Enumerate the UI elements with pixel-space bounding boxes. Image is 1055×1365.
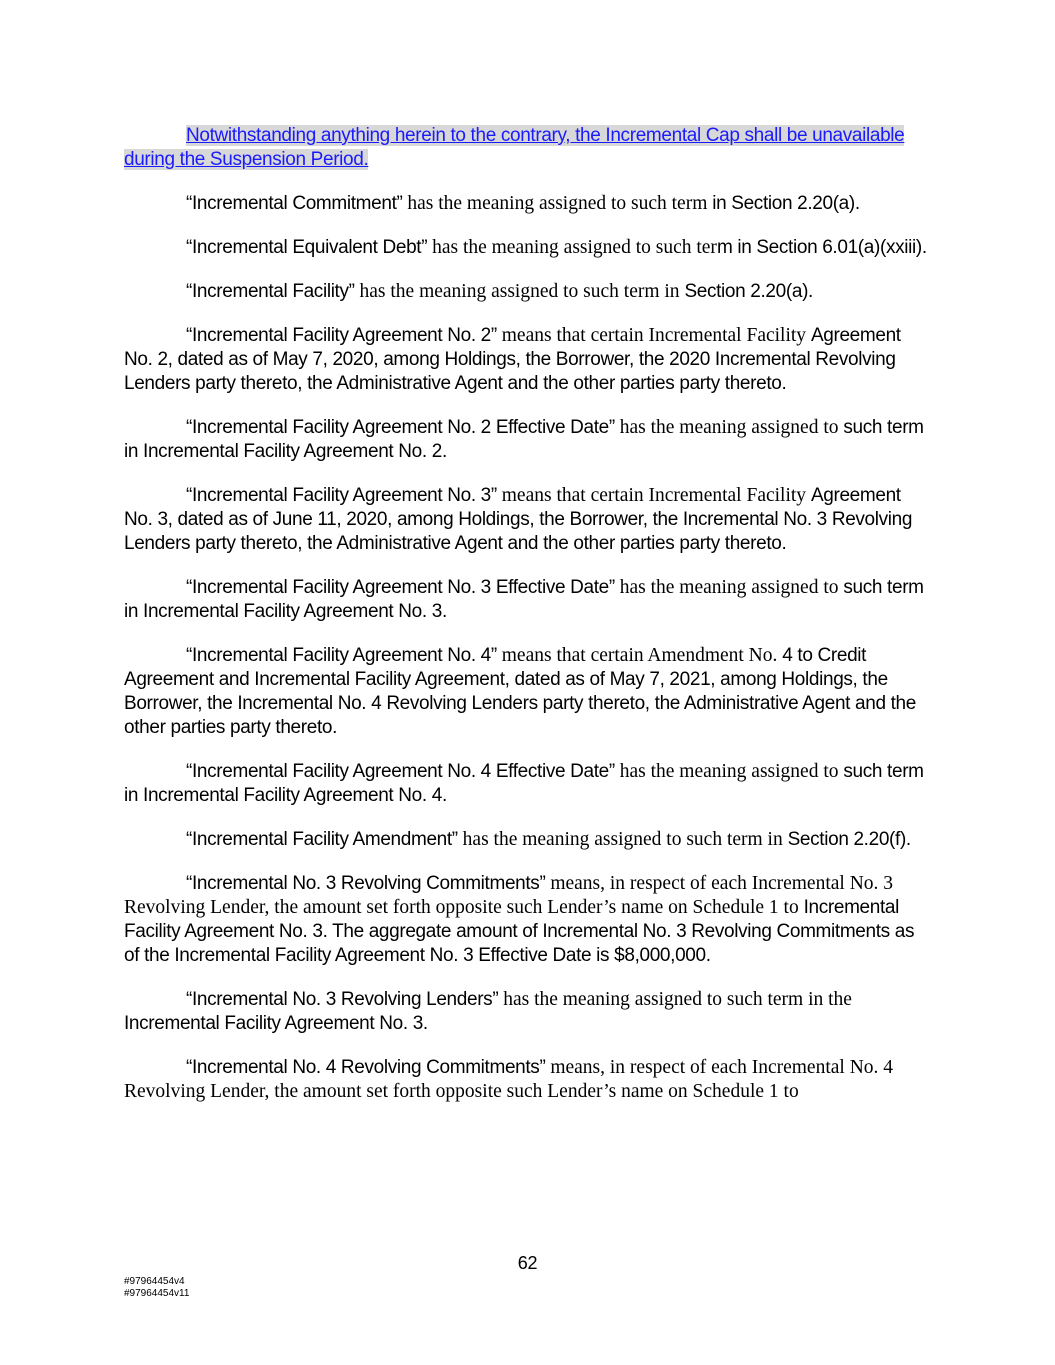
defined-term: “Incremental Facility Agreement No. 3 Effective Date”: [186, 577, 615, 598]
definition-paragraph: [124, 324, 934, 396]
defined-term: “Incremental No. 3 Revolving Commitments”: [186, 873, 546, 894]
definition-paragraph: [124, 416, 934, 464]
definition-text: has the meaning assigned to: [614, 417, 844, 438]
document-ids: [124, 1276, 189, 1300]
definition-text: has the meaning assigned to such term in: [354, 281, 685, 302]
defined-term: “Incremental Facility Agreement No. 2”: [186, 325, 497, 346]
definition-text: has the meaning assigned to such term in the: [498, 989, 852, 1010]
definition-text: Agreement No. 2, dated as of May 7, 2020, among Holdings, the Borrower, the 2020 Incremental Revolving Lenders party thereto, the Administrative Agent and the other parties party thereto.: [124, 325, 901, 394]
definition-text: such term in Incremental Facility Agreement No. 4.: [124, 761, 924, 806]
definition-paragraph: [124, 192, 934, 216]
page-number: 62: [517, 1253, 538, 1273]
defined-term: “Incremental No. 4 Revolving Commitments”: [186, 1057, 546, 1078]
definition-text: Incremental Facility Agreement No. 3. The aggregate amount of Incremental No. 3 Revolving Commitments as of the Incremental Facility Agreement No. 3 Effective Date is $8,000,000.: [124, 897, 915, 966]
definition-paragraph: [124, 828, 934, 852]
definition-text: Agreement No. 3, dated as of June 11, 2020, among Holdings, the Borrower, the Incremental No. 3 Revolving Lenders party thereto, the Administrative Agent and the other parties party thereto.: [124, 485, 913, 554]
definition-text: Section 2.20(a).: [684, 281, 813, 302]
defined-term: “Incremental Facility Agreement No. 3”: [186, 485, 497, 506]
definition-text: means, in respect of each Incremental No. 4 Revolving Lender, the amount set forth opposite such Lender’s name on Schedule 1 to: [124, 1057, 894, 1102]
definition-paragraph: [124, 644, 934, 740]
definition-text: 4 to Credit Agreement and Incremental Facility Agreement, dated as of May 7, 2021, among Holdings, the Borrower, the Incremental No. 4 Revolving Lenders party thereto, the Administrative Agent and the other parties party thereto.: [124, 645, 916, 738]
defined-term: “Incremental Facility Agreement No. 4”: [186, 645, 497, 666]
definition-text: has the meaning assigned to such term: [402, 193, 713, 214]
definition-paragraph: [124, 872, 934, 968]
definition-paragraph: [124, 236, 934, 260]
defined-term: “Incremental Facility Agreement No. 2 Effective Date”: [186, 417, 615, 438]
document-id: #97964454v4: [124, 1276, 185, 1287]
definition-text: Section 2.20(f).: [787, 829, 911, 850]
definition-text: means, in respect of each Incremental No. 3 Revolving Lender, the amount set forth opposite such Lender’s name on Schedule 1 to: [124, 873, 894, 918]
definition-text: means that certain Incremental Facility: [496, 325, 811, 346]
definition-text: Incremental Facility Agreement No. 3.: [124, 1013, 428, 1034]
document-id: #97964454v11: [124, 1288, 190, 1299]
defined-term: “Incremental Facility Agreement No. 4 Effective Date”: [186, 761, 615, 782]
defined-term: “Incremental Commitment”: [186, 193, 403, 214]
definition-paragraph: [124, 1056, 934, 1104]
definition-text: means that certain Amendment No.: [496, 645, 783, 666]
definition-text: m in Section 6.01(a)(xxiii).: [716, 237, 927, 258]
definition-text: has the meaning assigned to such term in: [457, 829, 788, 850]
definition-text: has the meaning assigned to such ter: [427, 237, 717, 258]
document-body: [124, 124, 934, 1124]
defined-term: “Incremental Facility Amendment”: [186, 829, 458, 850]
defined-term: “Incremental Equivalent Debt”: [186, 237, 428, 258]
definition-text: has the meaning assigned to: [614, 761, 844, 782]
definition-paragraph: [124, 484, 934, 556]
defined-term: “Incremental Facility”: [186, 281, 355, 302]
definition-paragraph: [124, 576, 934, 624]
definition-text: means that certain Incremental Facility: [496, 485, 811, 506]
definition-text: such term in Incremental Facility Agreement No. 2.: [124, 417, 924, 462]
definition-paragraph: [124, 280, 934, 304]
definition-paragraph: [124, 988, 934, 1036]
definition-text: has the meaning assigned to: [614, 577, 844, 598]
definition-text: in Section 2.20(a).: [712, 193, 860, 214]
defined-term: “Incremental No. 3 Revolving Lenders”: [186, 989, 499, 1010]
inserted-text: Notwithstanding anything herein to the contrary, the Incremental Cap shall be unavailable during the Suspension Period.: [124, 125, 905, 170]
definition-text: such term in Incremental Facility Agreement No. 3.: [124, 577, 924, 622]
inserted-paragraph: [124, 124, 934, 172]
definition-paragraph: [124, 760, 934, 808]
